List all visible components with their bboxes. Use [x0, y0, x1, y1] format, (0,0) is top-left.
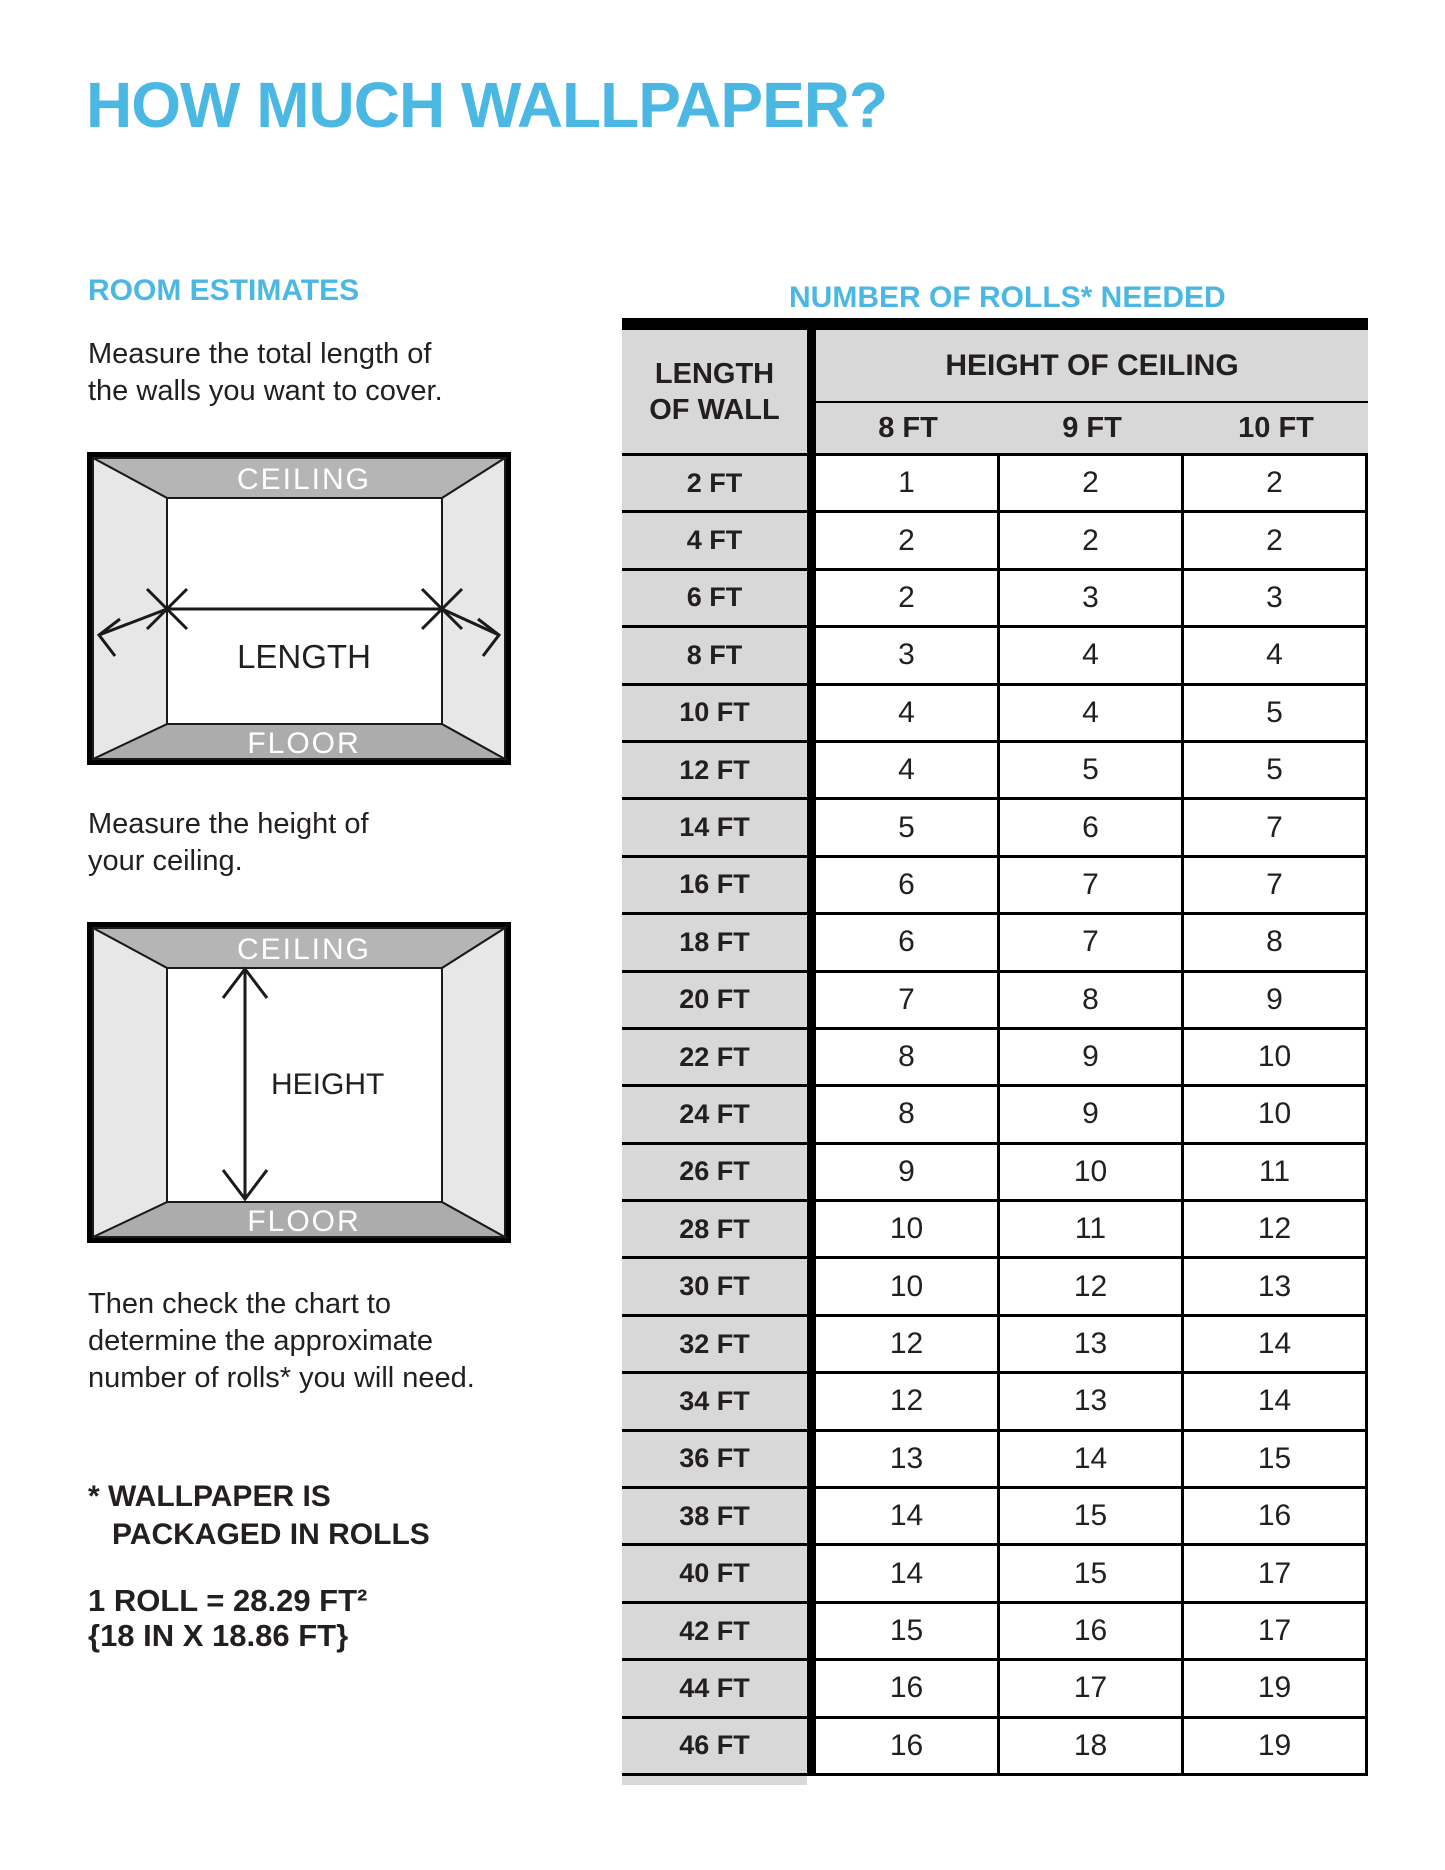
height-of-ceiling-header: HEIGHT OF CEILING — [816, 330, 1368, 403]
row-label-cell: 40 FT — [622, 1546, 807, 1600]
table-row — [622, 1030, 1368, 1087]
roll-count-cell: 4 — [816, 686, 1000, 740]
row-label-cell: 8 FT — [622, 628, 807, 682]
left-wall-face — [93, 928, 167, 1237]
length-of-wall-header — [622, 330, 807, 453]
roll-count-cell: 2 — [816, 571, 1000, 625]
row-data-cells — [807, 513, 1368, 567]
roll-count-cell: 3 — [816, 628, 1000, 682]
row-label-cell: 36 FT — [622, 1432, 807, 1486]
roll-count-cell: 14 — [1000, 1432, 1184, 1486]
roll-count-cell: 3 — [1000, 571, 1184, 625]
table-row — [622, 1719, 1368, 1776]
packaging-footnote — [88, 1478, 430, 1554]
roll-count-cell: 9 — [1000, 1030, 1184, 1084]
ceiling-height-columns — [816, 403, 1368, 453]
table-row — [622, 1432, 1368, 1489]
roll-size-line1: 1 ROLL = 28.29 FT² — [88, 1583, 368, 1618]
roll-count-cell: 16 — [1000, 1604, 1184, 1658]
table-row — [622, 1604, 1368, 1661]
roll-count-cell: 10 — [1184, 1030, 1368, 1084]
column-header-10ft: 10 FT — [1238, 411, 1314, 444]
roll-count-cell: 12 — [816, 1374, 1000, 1428]
table-row — [622, 800, 1368, 857]
step3-line2: determine the approximate — [88, 1325, 433, 1357]
row-label-cell: 10 FT — [622, 686, 807, 740]
roll-count-cell: 18 — [1000, 1719, 1184, 1773]
roll-count-cell: 13 — [1000, 1317, 1184, 1371]
row-data-cells — [807, 973, 1368, 1027]
table-row — [622, 1087, 1368, 1144]
roll-count-cell: 19 — [1184, 1719, 1368, 1773]
table-row — [622, 1546, 1368, 1603]
row-data-cells — [807, 800, 1368, 854]
row-data-cells — [807, 1719, 1368, 1773]
table-row — [622, 513, 1368, 570]
step2-line1: Measure the height of — [88, 808, 369, 840]
table-top-rule — [622, 318, 1368, 330]
table-row — [622, 1259, 1368, 1316]
row-data-cells — [807, 1145, 1368, 1199]
row-label-cell: 4 FT — [622, 513, 807, 567]
row-data-cells — [807, 1432, 1368, 1486]
table-row — [622, 1202, 1368, 1259]
roll-count-cell: 8 — [816, 1087, 1000, 1141]
table-row — [622, 915, 1368, 972]
row-label-cell: 44 FT — [622, 1661, 807, 1715]
roll-count-cell: 5 — [1000, 743, 1184, 797]
roll-count-cell: 15 — [816, 1604, 1000, 1658]
table-row — [622, 1145, 1368, 1202]
table-row — [622, 456, 1368, 513]
row-data-cells — [807, 456, 1368, 510]
roll-count-cell: 1 — [816, 456, 1000, 510]
row-data-cells — [807, 1030, 1368, 1084]
step2-paragraph — [88, 806, 369, 880]
floor-label: FLOOR — [247, 727, 361, 760]
row-data-cells — [807, 686, 1368, 740]
roll-count-cell: 10 — [1184, 1087, 1368, 1141]
rolls-table — [622, 318, 1368, 1785]
row-label-cell: 2 FT — [622, 456, 807, 510]
roll-count-cell: 9 — [1184, 973, 1368, 1027]
roll-count-cell: 6 — [1000, 800, 1184, 854]
roll-count-cell: 8 — [1000, 973, 1184, 1027]
roll-count-cell: 2 — [1000, 513, 1184, 567]
ceiling-height-header-group — [807, 330, 1368, 453]
roll-count-cell: 3 — [1184, 571, 1368, 625]
roll-count-cell: 8 — [1184, 915, 1368, 969]
roll-count-cell: 6 — [816, 858, 1000, 912]
roll-count-cell: 5 — [1184, 743, 1368, 797]
row-label-cell: 20 FT — [622, 973, 807, 1027]
row-data-cells — [807, 1202, 1368, 1256]
roll-count-cell: 10 — [816, 1202, 1000, 1256]
length-of-wall-line1: LENGTH — [654, 357, 775, 390]
roll-count-cell: 4 — [1000, 686, 1184, 740]
length-label: LENGTH — [237, 638, 371, 675]
step3-line1: Then check the chart to — [88, 1288, 392, 1320]
roll-count-cell: 5 — [1184, 686, 1368, 740]
row-data-cells — [807, 1489, 1368, 1543]
roll-count-cell: 2 — [1000, 456, 1184, 510]
row-data-cells — [807, 1374, 1368, 1428]
roll-count-cell: 2 — [816, 513, 1000, 567]
roll-count-cell: 5 — [816, 800, 1000, 854]
row-label-cell: 28 FT — [622, 1202, 807, 1256]
step1-line2: the walls you want to cover. — [88, 375, 443, 407]
roll-count-cell: 19 — [1184, 1661, 1368, 1715]
row-label-cell: 12 FT — [622, 743, 807, 797]
ceiling-label: CEILING — [236, 933, 372, 966]
row-data-cells — [807, 858, 1368, 912]
room-estimates-heading: ROOM ESTIMATES — [88, 274, 360, 307]
roll-count-cell: 9 — [1000, 1087, 1184, 1141]
step1-line1: Measure the total length of — [88, 338, 432, 370]
roll-count-cell: 16 — [1184, 1489, 1368, 1543]
row-label-cell: 42 FT — [622, 1604, 807, 1658]
table-row — [622, 743, 1368, 800]
table-row — [622, 1661, 1368, 1718]
row-data-cells — [807, 571, 1368, 625]
roll-count-cell: 12 — [1000, 1259, 1184, 1313]
length-diagram — [87, 452, 511, 765]
ceiling-label: CEILING — [236, 463, 372, 496]
step3-paragraph — [88, 1286, 475, 1397]
row-label-cell: 34 FT — [622, 1374, 807, 1428]
rolls-needed-heading: NUMBER OF ROLLS* NEEDED — [789, 281, 1226, 314]
table-row — [622, 973, 1368, 1030]
step1-paragraph — [88, 336, 443, 410]
roll-count-cell: 7 — [1184, 800, 1368, 854]
roll-count-cell: 15 — [1000, 1546, 1184, 1600]
row-label-cell: 38 FT — [622, 1489, 807, 1543]
row-data-cells — [807, 1087, 1368, 1141]
roll-count-cell: 17 — [1184, 1546, 1368, 1600]
row-label-cell: 16 FT — [622, 858, 807, 912]
row-data-cells — [807, 915, 1368, 969]
left-wall-face — [93, 458, 167, 759]
roll-count-cell: 17 — [1184, 1604, 1368, 1658]
table-row — [622, 1489, 1368, 1546]
roll-count-cell: 15 — [1184, 1432, 1368, 1486]
roll-count-cell: 10 — [816, 1259, 1000, 1313]
right-wall-face — [442, 458, 505, 759]
floor-label: FLOOR — [247, 1205, 361, 1238]
height-label: HEIGHT — [271, 1068, 385, 1101]
roll-count-cell: 14 — [1184, 1317, 1368, 1371]
roll-count-cell: 4 — [1184, 628, 1368, 682]
right-wall-face — [442, 928, 505, 1237]
roll-size-line2: {18 IN X 18.86 FT} — [88, 1618, 349, 1653]
roll-count-cell: 14 — [816, 1546, 1000, 1600]
row-label-cell: 22 FT — [622, 1030, 807, 1084]
row-data-cells — [807, 1317, 1368, 1371]
table-row — [622, 1317, 1368, 1374]
roll-count-cell: 7 — [1000, 915, 1184, 969]
roll-count-cell: 16 — [816, 1719, 1000, 1773]
row-label-cell: 26 FT — [622, 1145, 807, 1199]
column-header-9ft: 9 FT — [1062, 411, 1122, 444]
page-title: HOW MUCH WALLPAPER? — [86, 69, 888, 141]
row-label-cell: 24 FT — [622, 1087, 807, 1141]
footnote-line1: * WALLPAPER IS — [88, 1480, 331, 1513]
row-label-cell: 14 FT — [622, 800, 807, 854]
table-row — [622, 858, 1368, 915]
roll-count-cell: 12 — [816, 1317, 1000, 1371]
roll-count-cell: 13 — [1184, 1259, 1368, 1313]
footnote-line2: PACKAGED IN ROLLS — [112, 1518, 430, 1551]
roll-count-cell: 6 — [816, 915, 1000, 969]
row-data-cells — [807, 743, 1368, 797]
roll-count-cell: 13 — [816, 1432, 1000, 1486]
row-data-cells — [807, 628, 1368, 682]
roll-count-cell: 4 — [1000, 628, 1184, 682]
row-data-cells — [807, 1546, 1368, 1600]
rolls-table-rows — [622, 456, 1368, 1776]
roll-count-cell: 7 — [1000, 858, 1184, 912]
table-header — [622, 330, 1368, 456]
roll-count-cell: 13 — [1000, 1374, 1184, 1428]
roll-count-cell: 2 — [1184, 513, 1368, 567]
table-bottom-stub — [622, 1776, 807, 1785]
table-row — [622, 686, 1368, 743]
column-header-8ft: 8 FT — [878, 411, 938, 444]
row-data-cells — [807, 1604, 1368, 1658]
roll-count-cell: 14 — [816, 1489, 1000, 1543]
row-label-cell: 46 FT — [622, 1719, 807, 1773]
roll-count-cell: 10 — [1000, 1145, 1184, 1199]
roll-count-cell: 11 — [1184, 1145, 1368, 1199]
roll-count-cell: 7 — [1184, 858, 1368, 912]
row-label-cell: 30 FT — [622, 1259, 807, 1313]
roll-count-cell: 2 — [1184, 456, 1368, 510]
height-diagram — [87, 922, 511, 1243]
row-label-cell: 18 FT — [622, 915, 807, 969]
step3-line3: number of rolls* you will need. — [88, 1362, 475, 1394]
roll-count-cell: 14 — [1184, 1374, 1368, 1428]
roll-count-cell: 8 — [816, 1030, 1000, 1084]
roll-count-cell: 7 — [816, 973, 1000, 1027]
step2-line2: your ceiling. — [88, 845, 243, 877]
row-data-cells — [807, 1661, 1368, 1715]
roll-count-cell: 17 — [1000, 1661, 1184, 1715]
table-row — [622, 571, 1368, 628]
roll-count-cell: 11 — [1000, 1202, 1184, 1256]
table-row — [622, 628, 1368, 685]
roll-count-cell: 12 — [1184, 1202, 1368, 1256]
roll-size-info — [88, 1583, 367, 1653]
row-data-cells — [807, 1259, 1368, 1313]
back-wall-face — [167, 498, 442, 724]
row-label-cell: 6 FT — [622, 571, 807, 625]
length-of-wall-line2: OF WALL — [649, 393, 780, 426]
roll-count-cell: 9 — [816, 1145, 1000, 1199]
table-row — [622, 1374, 1368, 1431]
roll-count-cell: 4 — [816, 743, 1000, 797]
roll-count-cell: 15 — [1000, 1489, 1184, 1543]
roll-count-cell: 16 — [816, 1661, 1000, 1715]
row-label-cell: 32 FT — [622, 1317, 807, 1371]
